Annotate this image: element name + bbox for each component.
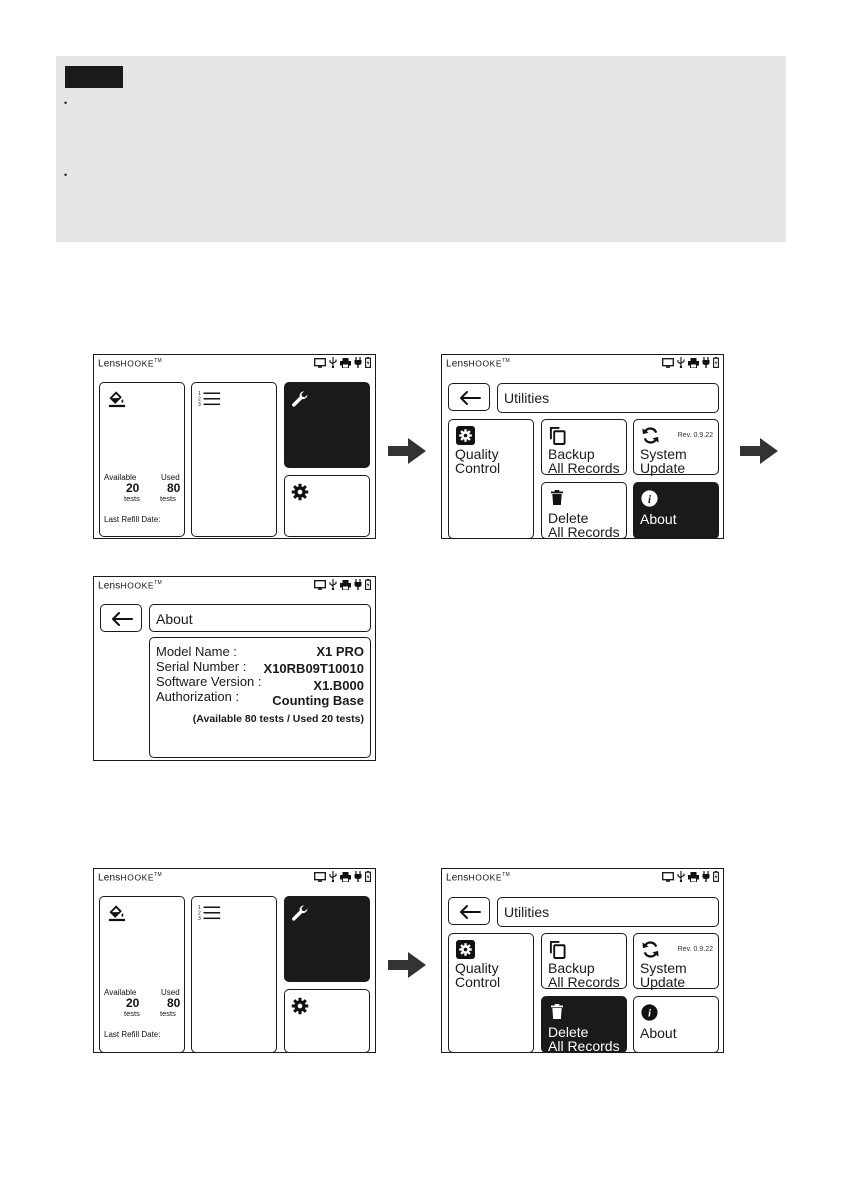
- home-screen-1: [93, 354, 376, 539]
- delete-tile[interactable]: [541, 996, 627, 1053]
- back-arrow-icon: [110, 611, 134, 627]
- back-arrow-icon: [458, 904, 482, 920]
- system-update-tile[interactable]: [633, 419, 719, 475]
- quality-control-label: Quality Control: [455, 446, 501, 476]
- authorization-value: Counting Base: [272, 693, 364, 708]
- authorization-label: Authorization :: [156, 689, 240, 704]
- serial-label: Serial Number :: [156, 659, 247, 674]
- available-value: 20: [126, 996, 140, 1010]
- page-title: Utilities: [497, 897, 719, 927]
- usb-icon: [329, 579, 337, 590]
- plug-icon: [354, 579, 362, 590]
- usb-icon: [329, 871, 337, 882]
- delete-tile[interactable]: [541, 482, 627, 539]
- quality-control-tile[interactable]: [448, 419, 534, 539]
- utilities-tile[interactable]: [284, 896, 370, 982]
- brand-logo: LensHOOKE™: [446, 872, 510, 884]
- software-row: [156, 674, 364, 693]
- used-label: Used: [161, 988, 180, 997]
- info-icon: [641, 1004, 658, 1021]
- software-label: Software Version :: [156, 674, 262, 689]
- settings-tile[interactable]: [284, 989, 370, 1053]
- revision-label: Rev. 0.9.22: [677, 946, 713, 953]
- settings-tile[interactable]: [284, 475, 370, 537]
- monitor-icon: [662, 358, 674, 368]
- note-box: [56, 56, 786, 242]
- about-screen: [93, 576, 376, 761]
- brand-logo: LensHOOKE™: [446, 358, 510, 370]
- info-icon: [641, 490, 658, 507]
- model-name-value: X1 PRO: [316, 644, 364, 659]
- refill-tile[interactable]: [99, 896, 185, 1053]
- used-unit: tests: [160, 494, 176, 503]
- status-bar: [662, 357, 719, 368]
- software-value: X1.B000: [313, 678, 364, 693]
- status-bar: [314, 871, 371, 882]
- monitor-icon: [314, 872, 326, 882]
- about-label: About: [640, 1025, 677, 1041]
- next-arrow-icon: [388, 438, 426, 464]
- brand-logo: LensHOOKE™: [98, 358, 162, 370]
- sync-icon: [641, 940, 660, 959]
- last-refill-label: Last Refill Date:: [104, 1030, 161, 1039]
- utilities-screen-2: [441, 868, 724, 1053]
- delete-label: Delete All Records: [548, 510, 620, 540]
- list-icon: [198, 390, 222, 407]
- battery-icon: [713, 871, 719, 882]
- battery-icon: [365, 357, 371, 368]
- model-name-row: [156, 645, 364, 659]
- used-value: 80: [167, 996, 181, 1010]
- system-update-label: System Update: [640, 446, 687, 476]
- page-title: Utilities: [497, 383, 719, 413]
- gear-icon: [456, 426, 475, 445]
- brand-logo: LensHOOKE™: [98, 872, 162, 884]
- serial-value: X10RB09T10010: [263, 661, 364, 676]
- model-name-label: Model Name :: [156, 644, 237, 659]
- next-arrow-icon: [740, 438, 778, 464]
- revision-label: Rev. 0.9.22: [677, 432, 713, 439]
- available-unit: tests: [124, 1009, 140, 1018]
- battery-icon: [365, 579, 371, 590]
- quality-control-label: Quality Control: [455, 960, 501, 990]
- system-update-label: System Update: [640, 960, 687, 990]
- plug-icon: [354, 357, 362, 368]
- records-tile[interactable]: [191, 382, 277, 537]
- used-label: Used: [161, 473, 180, 482]
- authorization-note-row: [156, 712, 364, 726]
- utilities-screen-1: [441, 354, 724, 539]
- back-button[interactable]: [448, 383, 490, 411]
- printer-icon: [340, 872, 351, 882]
- usb-icon: [677, 871, 685, 882]
- backup-label: Backup All Records: [548, 446, 620, 476]
- trash-icon: [551, 490, 563, 505]
- used-unit: tests: [160, 1009, 176, 1018]
- copy-icon: [549, 426, 566, 445]
- about-tile[interactable]: [633, 996, 719, 1053]
- page-title: About: [149, 604, 371, 632]
- plug-icon: [702, 357, 710, 368]
- wrench-icon: [291, 390, 309, 408]
- wrench-icon: [291, 904, 309, 922]
- trash-icon: [551, 1004, 563, 1019]
- list-icon: [198, 904, 222, 921]
- gear-icon: [456, 940, 475, 959]
- refill-icon: [108, 904, 126, 922]
- sync-icon: [641, 426, 660, 445]
- used-value: 80: [167, 481, 181, 495]
- next-arrow-icon: [388, 952, 426, 978]
- plug-icon: [354, 871, 362, 882]
- about-info-panel: [149, 637, 371, 758]
- utilities-tile[interactable]: [284, 382, 370, 468]
- authorization-row: [156, 689, 364, 708]
- plug-icon: [702, 871, 710, 882]
- system-update-tile[interactable]: [633, 933, 719, 989]
- printer-icon: [688, 358, 699, 368]
- authorization-note: (Available 80 tests / Used 20 tests): [192, 713, 364, 725]
- back-arrow-icon: [458, 390, 482, 406]
- serial-row: [156, 660, 364, 674]
- delete-label: Delete All Records: [548, 1024, 620, 1054]
- note-bullet-2: •: [64, 170, 68, 180]
- quality-control-tile[interactable]: [448, 933, 534, 1053]
- note-bullet-1: •: [64, 98, 68, 108]
- usb-icon: [677, 357, 685, 368]
- refill-tile[interactable]: [99, 382, 185, 537]
- monitor-icon: [662, 872, 674, 882]
- backup-label: Backup All Records: [548, 960, 620, 990]
- brand-logo: LensHOOKE™: [98, 580, 162, 592]
- records-tile[interactable]: [191, 896, 277, 1053]
- available-label: Available: [104, 473, 137, 482]
- copy-icon: [549, 940, 566, 959]
- monitor-icon: [314, 580, 326, 590]
- battery-icon: [365, 871, 371, 882]
- monitor-icon: [314, 358, 326, 368]
- last-refill-label: Last Refill Date:: [104, 515, 161, 524]
- available-value: 20: [126, 481, 140, 495]
- about-label: About: [640, 511, 677, 527]
- gear-icon: [291, 997, 309, 1015]
- back-button[interactable]: [448, 897, 490, 925]
- available-label: Available: [104, 988, 137, 997]
- note-tag: [65, 66, 123, 88]
- about-tile[interactable]: [633, 482, 719, 539]
- printer-icon: [340, 358, 351, 368]
- printer-icon: [340, 580, 351, 590]
- home-screen-2: [93, 868, 376, 1053]
- back-button[interactable]: [100, 604, 142, 632]
- available-unit: tests: [124, 494, 140, 503]
- battery-icon: [713, 357, 719, 368]
- gear-icon: [291, 483, 309, 501]
- status-bar: [662, 871, 719, 882]
- printer-icon: [688, 872, 699, 882]
- status-bar: [314, 579, 371, 590]
- refill-icon: [108, 390, 126, 408]
- status-bar: [314, 357, 371, 368]
- backup-tile[interactable]: [541, 419, 627, 475]
- usb-icon: [329, 357, 337, 368]
- backup-tile[interactable]: [541, 933, 627, 989]
